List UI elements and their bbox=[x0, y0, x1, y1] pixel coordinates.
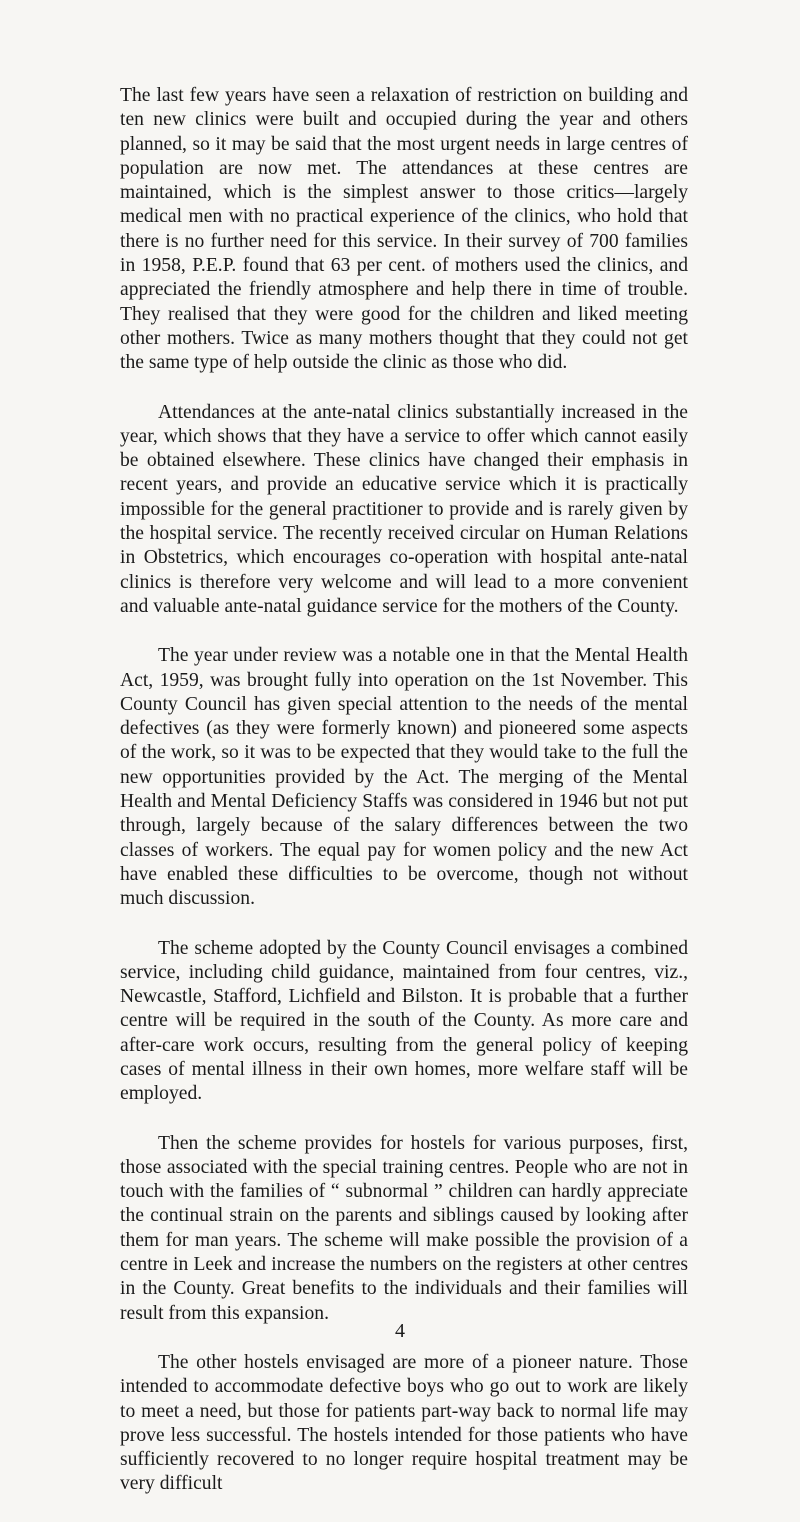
paragraph-other-hostels: The other hostels envisaged are more of a pioneer nature. Those intended to accommodate defective boys who go out to work are likely to meet a need, but those for patients part-way back to normal life may prove less successful. The hostels intended for those patients who have sufficiently recovered to no longer require hospital treatment may be very difficult bbox=[120, 1351, 688, 1495]
paragraph-scheme: The scheme adopted by the County Council envisages a combined service, including child guidance, maintained from four centres, viz., Newcastle, Stafford, Lichfield and Bilston. It is probable that a further centre will be required in the south of the County. As more care and after-care work occurs, resulting from the general policy of keeping cases of mental illness in their own homes, more welfare staff will be employed. bbox=[120, 937, 688, 1105]
paragraph-clinics: The last few years have seen a relaxation of restriction on building and ten new clinics were built and occupied during the year and others planned, so it may be said that the most urgent needs in large centres of population are now met. The attendances at these centres are maintained, which is the simplest answer to those critics—largely medical men with no practical experience of the clinics, who hold that there is no further need for this service. In their survey of 700 families in 1958, P.E.P. found that 63 per cent. of mothers used the clinics, and appreciated the friendly atmosphere and help there in time of trouble. They realised that they were good for the children and liked meeting other mothers. Twice as many mothers thought that they could not get the same type of help outside the clinic as those who did. bbox=[120, 85, 688, 374]
document-body bbox=[120, 84, 688, 1522]
page-number: 4 bbox=[395, 1320, 405, 1342]
paragraph-hostels: Then the scheme provides for hostels for various purposes, first, those associated with the special training centres. People who are not in touch with the families of “ subnormal ” children can hardly appreciate the continual strain on the parents and siblings caused by looking after them for man years. The scheme will make possible the provision of a centre in Leek and increase the numbers on the registers at other centres in the County. Great benefits to the individuals and their families will result from this expansion. bbox=[120, 1132, 688, 1324]
paragraph-mental-health-act: The year under review was a notable one in that the Mental Health Act, 1959, was brought fully into operation on the 1st November. This County Council has given special attention to the needs of the mental defectives (as they were formerly known) and pioneered some aspects of the work, so it was to be expected that they would take to the full the new opportunities provided by the Act. The merging of the Mental Health and Mental Deficiency Staffs was considered in 1946 but not put through, largely because of the salary differences between the two classes of workers. The equal pay for women policy and the new Act have enabled these difficulties to be overcome, though not without much discussion. bbox=[120, 645, 688, 910]
paragraph-ante-natal: Attendances at the ante-natal clinics substantially increased in the year, which shows that they have a service to offer which cannot easily be obtained elsewhere. These clinics have changed their emphasis in recent years, and provide an educative service which it is practically impossible for the general practitioner to provide and is rarely given by the hospital service. The recently received circular on Human Relations in Obstetrics, which encourages co-operation with hospital ante-natal clinics is therefore very welcome and will lead to a more convenient and valuable ante-natal guidance service for the mothers of the County. bbox=[120, 401, 688, 617]
